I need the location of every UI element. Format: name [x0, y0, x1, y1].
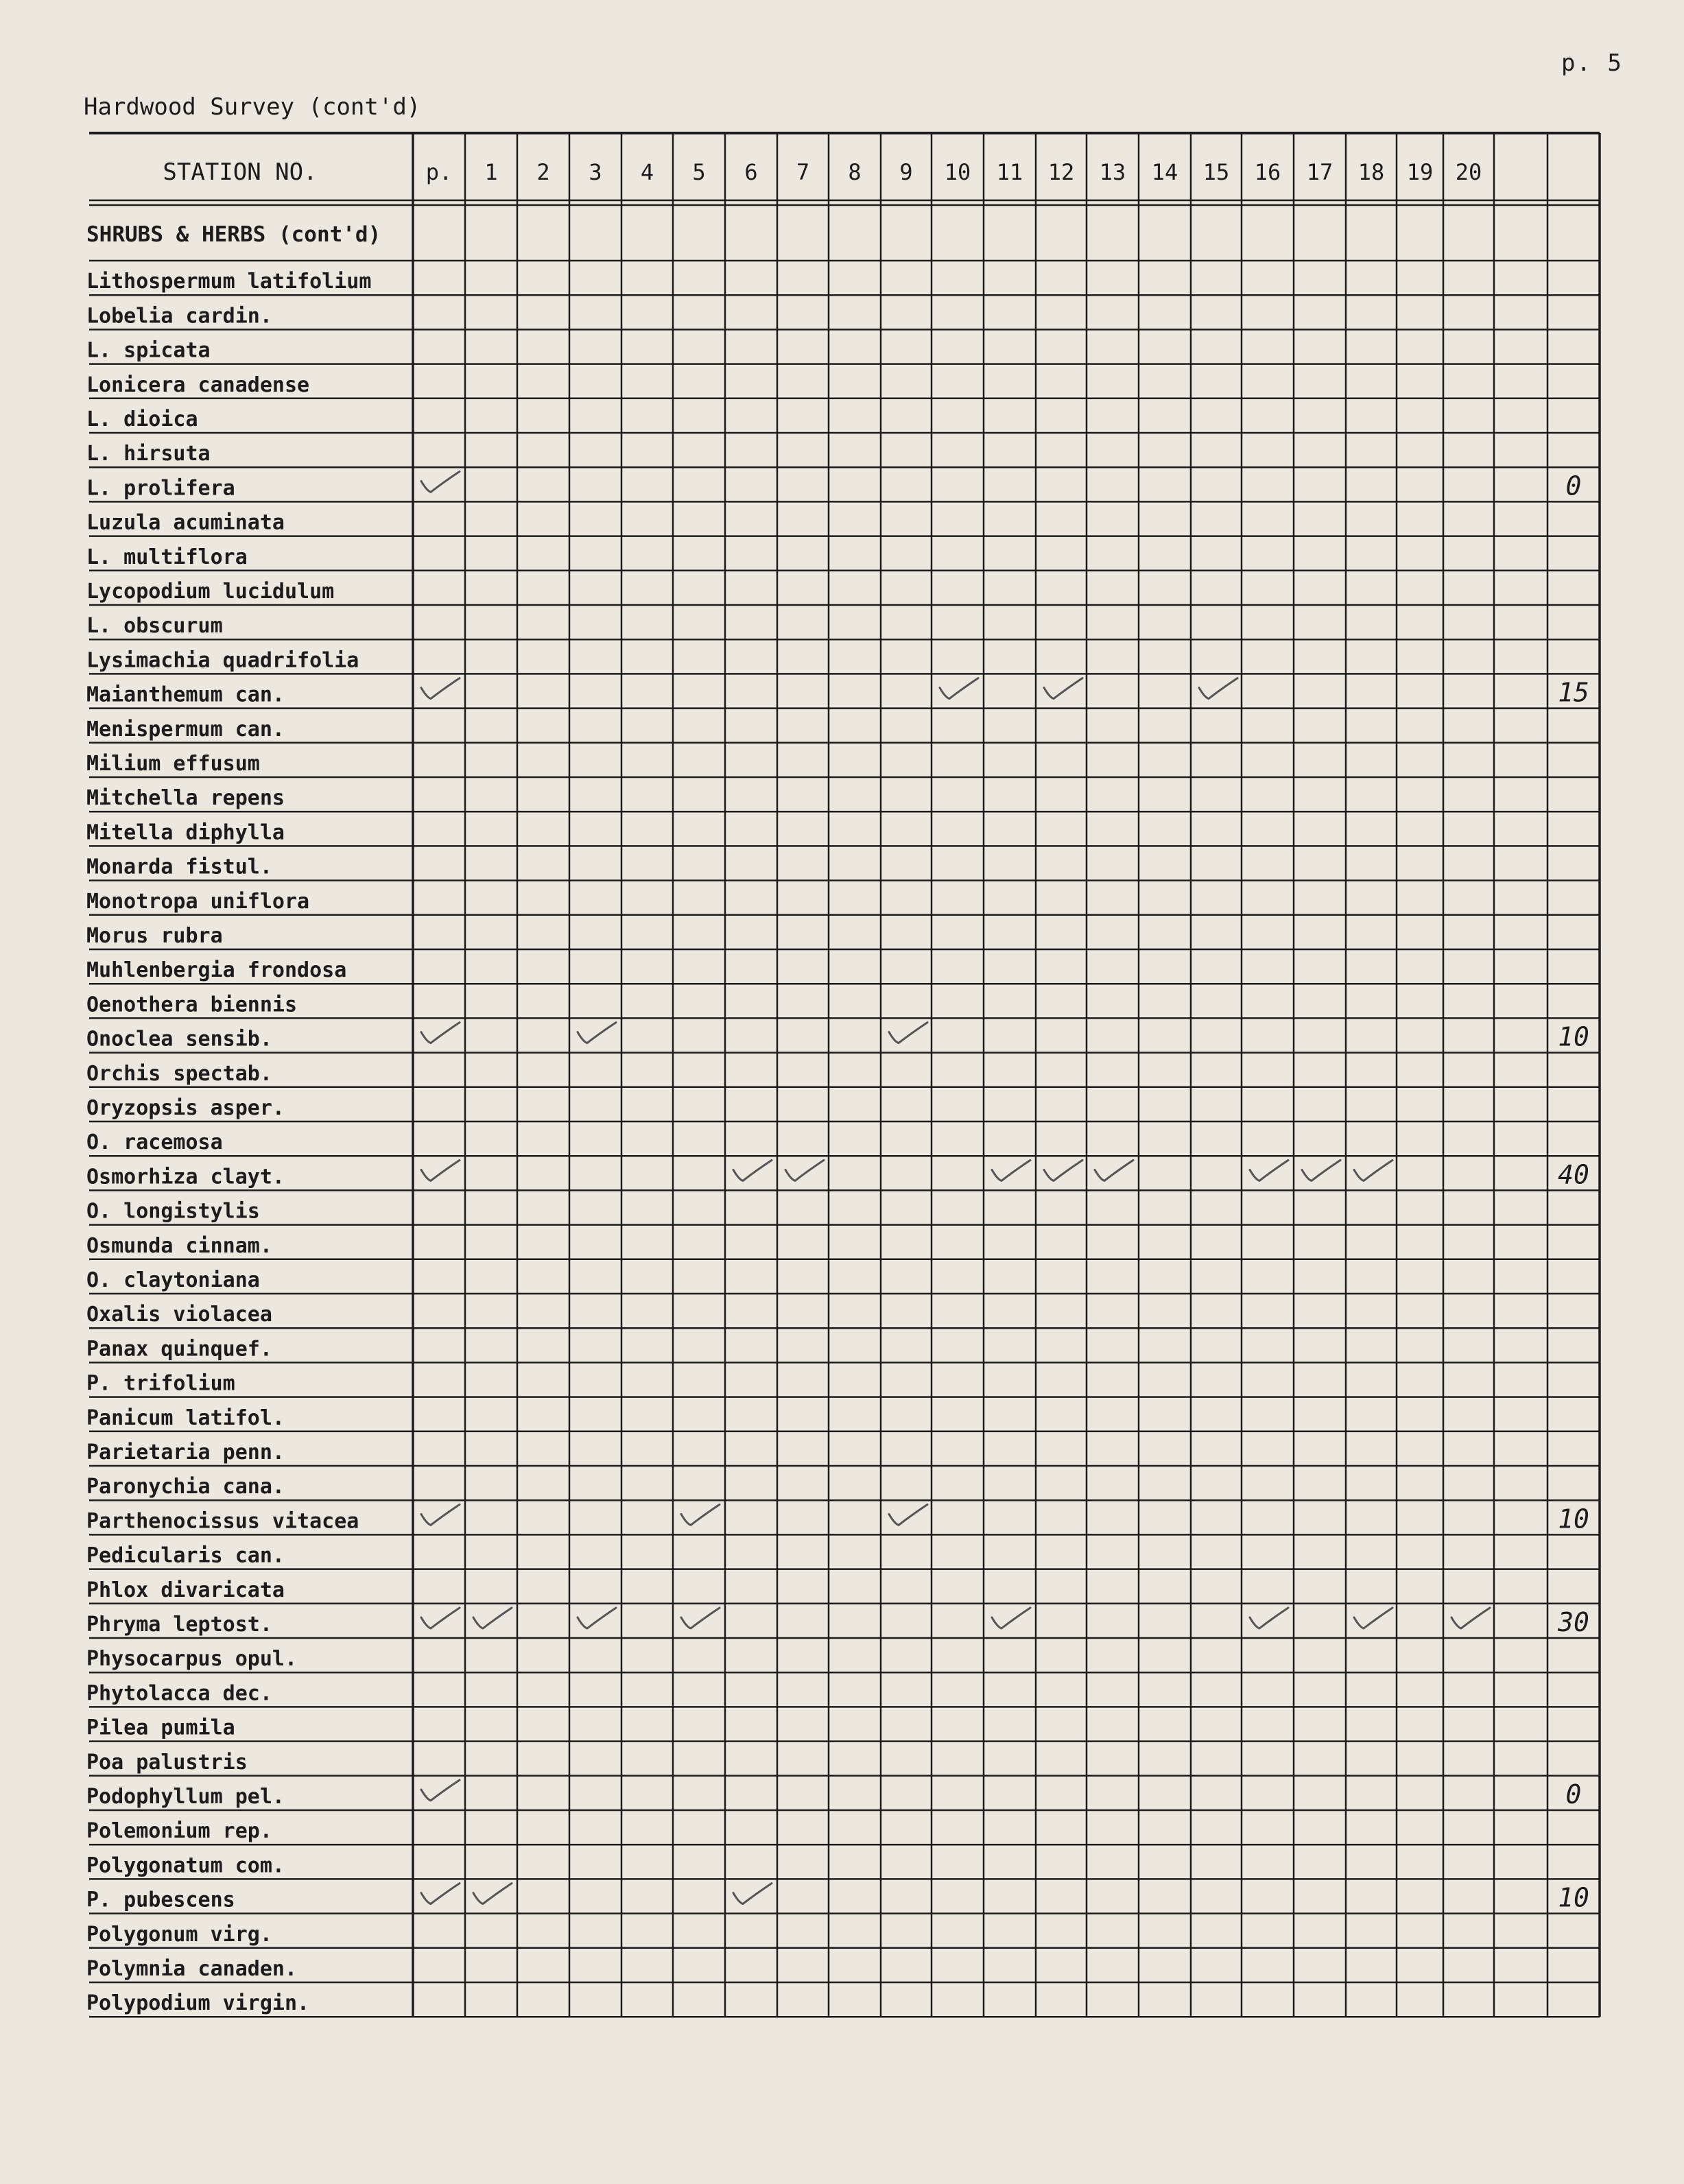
species-rows: [86, 270, 371, 2015]
column-header-station: 12: [1047, 159, 1075, 185]
species-name: Muhlenbergia frondosa: [86, 958, 347, 983]
species-name: L. spicata: [86, 338, 211, 363]
pencil-check-mark-icon: [733, 1884, 772, 1904]
species-name: P. trifolium: [86, 1371, 235, 1396]
section-row: [86, 222, 381, 247]
column-header-station: 16: [1254, 159, 1281, 185]
species-name: Pilea pumila: [86, 1716, 235, 1740]
species-name: Polygonatum com.: [86, 1853, 285, 1878]
species-name: Lysimachia quadrifolia: [86, 648, 359, 673]
species-name: Lithospermum latifolium: [86, 270, 372, 294]
species-name: Oryzopsis asper.: [86, 1096, 285, 1120]
pencil-check-mark-icon: [421, 1608, 460, 1628]
row-total: 30: [1558, 1607, 1589, 1637]
check-marks: [421, 471, 1589, 1912]
table-grid-lines: [89, 133, 1600, 2017]
species-name: Podophyllum pel.: [86, 1785, 285, 1809]
pencil-check-mark-icon: [421, 1504, 460, 1525]
pencil-check-mark-icon: [1095, 1160, 1133, 1180]
pencil-check-mark-icon: [1250, 1608, 1288, 1628]
species-name: Onoclea sensib.: [86, 1027, 272, 1052]
species-name: Phryma leptost.: [86, 1613, 272, 1637]
document-title: Hardwood Survey (cont'd): [84, 93, 421, 121]
pencil-check-mark-icon: [889, 1504, 927, 1525]
species-name: Oenothera biennis: [86, 993, 298, 1017]
species-name: Osmorhiza clayt.: [86, 1165, 285, 1189]
pencil-check-mark-icon: [733, 1160, 772, 1180]
species-name: Maianthemum can.: [86, 682, 285, 707]
species-name: Pedicularis can.: [86, 1543, 285, 1568]
pencil-check-mark-icon: [421, 1884, 460, 1904]
species-name: Phlox divaricata: [86, 1578, 285, 1602]
species-name: Lobelia cardin.: [86, 304, 272, 329]
column-header-station: 18: [1357, 159, 1385, 185]
species-name: Luzula acuminata: [86, 510, 285, 535]
column-header-station: 17: [1306, 159, 1333, 185]
row-total: 40: [1558, 1159, 1589, 1190]
column-header-station: 8: [848, 159, 862, 185]
column-header-station: 14: [1151, 159, 1178, 185]
species-name: Lycopodium lucidulum: [86, 580, 335, 604]
species-name: Monarda fistul.: [86, 855, 272, 879]
species-name: Paronychia cana.: [86, 1475, 285, 1499]
column-header-station: 13: [1099, 159, 1126, 185]
species-name: Parthenocissus vitacea: [86, 1509, 359, 1534]
column-header-station: 10: [944, 159, 971, 185]
species-name: Phytolacca dec.: [86, 1681, 272, 1706]
pencil-check-mark-icon: [1044, 1160, 1082, 1180]
column-header-station: 20: [1455, 159, 1482, 185]
species-name: Monotropa uniflora: [86, 889, 310, 914]
column-header-station: 2: [536, 159, 550, 185]
pencil-check-mark-icon: [1451, 1608, 1490, 1628]
pencil-check-mark-icon: [1199, 678, 1237, 699]
species-name: Poa palustris: [86, 1750, 248, 1774]
pencil-check-mark-icon: [1302, 1160, 1340, 1180]
column-header-station: 15: [1202, 159, 1230, 185]
species-name: Panax quinquef.: [86, 1337, 272, 1362]
species-name: Polygonum virg.: [86, 1922, 272, 1947]
species-name: L. prolifera: [86, 476, 235, 501]
species-name: L. multiflora: [86, 545, 248, 569]
species-name: Polemonium rep.: [86, 1819, 272, 1844]
pencil-check-mark-icon: [421, 1160, 460, 1180]
column-header-station: 1: [484, 159, 498, 185]
species-name: Oxalis violacea: [86, 1303, 272, 1327]
column-header-station: p.: [425, 159, 453, 185]
row-total: 10: [1558, 1504, 1589, 1534]
species-name: Menispermum can.: [86, 717, 285, 741]
species-name: L. hirsuta: [86, 442, 211, 466]
station-number-header: STATION NO.: [163, 158, 318, 186]
column-header-station: 19: [1406, 159, 1434, 185]
pencil-check-mark-icon: [578, 1608, 616, 1628]
species-name: O. longistylis: [86, 1199, 260, 1224]
pencil-check-mark-icon: [421, 1780, 460, 1801]
column-header-station: 7: [796, 159, 810, 185]
species-name: P. pubescens: [86, 1888, 235, 1912]
pencil-check-mark-icon: [578, 1023, 616, 1043]
species-name: Orchis spectab.: [86, 1061, 272, 1086]
pencil-check-mark-icon: [992, 1160, 1030, 1180]
table-header: [163, 158, 1482, 186]
pencil-check-mark-icon: [785, 1160, 824, 1180]
species-name: Mitchella repens: [86, 786, 285, 811]
species-name: L. dioica: [86, 407, 198, 431]
species-name: Milium effusum: [86, 752, 260, 776]
page-number: p. 5: [1561, 49, 1623, 77]
species-name: L. obscurum: [86, 614, 223, 639]
species-name: Lonicera canadense: [86, 372, 310, 397]
pencil-check-mark-icon: [473, 1884, 512, 1904]
species-name: Morus rubra: [86, 924, 223, 948]
species-name: Polymnia canaden.: [86, 1957, 298, 1981]
pencil-check-mark-icon: [421, 471, 460, 492]
species-name: Physocarpus opul.: [86, 1647, 298, 1672]
species-name: Osmunda cinnam.: [86, 1233, 272, 1258]
species-name: O. claytoniana: [86, 1268, 260, 1292]
pencil-check-mark-icon: [421, 1023, 460, 1043]
row-total: 0: [1565, 471, 1582, 501]
pencil-check-mark-icon: [1354, 1608, 1392, 1628]
pencil-check-mark-icon: [1354, 1160, 1392, 1180]
pencil-check-mark-icon: [681, 1504, 720, 1525]
pencil-check-mark-icon: [889, 1023, 927, 1043]
column-header-station: 9: [899, 159, 913, 185]
column-header-station: 6: [744, 159, 758, 185]
column-header-station: 5: [692, 159, 706, 185]
pencil-check-mark-icon: [1250, 1160, 1288, 1180]
row-total: 10: [1558, 1882, 1589, 1913]
pencil-check-mark-icon: [992, 1608, 1030, 1628]
section-label: SHRUBS & HERBS (cont'd): [86, 222, 381, 247]
species-name: Mitella diphylla: [86, 820, 285, 845]
pencil-check-mark-icon: [421, 678, 460, 699]
row-total: 0: [1565, 1779, 1582, 1809]
pencil-check-mark-icon: [940, 678, 978, 699]
species-name: Panicum latifol.: [86, 1405, 285, 1430]
species-name: Polypodium virgin.: [86, 1991, 310, 2016]
species-name: O. racemosa: [86, 1130, 223, 1155]
column-header-station: 3: [589, 159, 602, 185]
pencil-check-mark-icon: [1044, 678, 1082, 699]
species-name: Parietaria penn.: [86, 1440, 285, 1464]
pencil-check-mark-icon: [473, 1608, 512, 1628]
column-header-station: 11: [996, 159, 1023, 185]
pencil-check-mark-icon: [681, 1608, 720, 1628]
row-total: 15: [1558, 677, 1589, 708]
column-header-station: 4: [640, 159, 654, 185]
row-total: 10: [1558, 1021, 1589, 1052]
